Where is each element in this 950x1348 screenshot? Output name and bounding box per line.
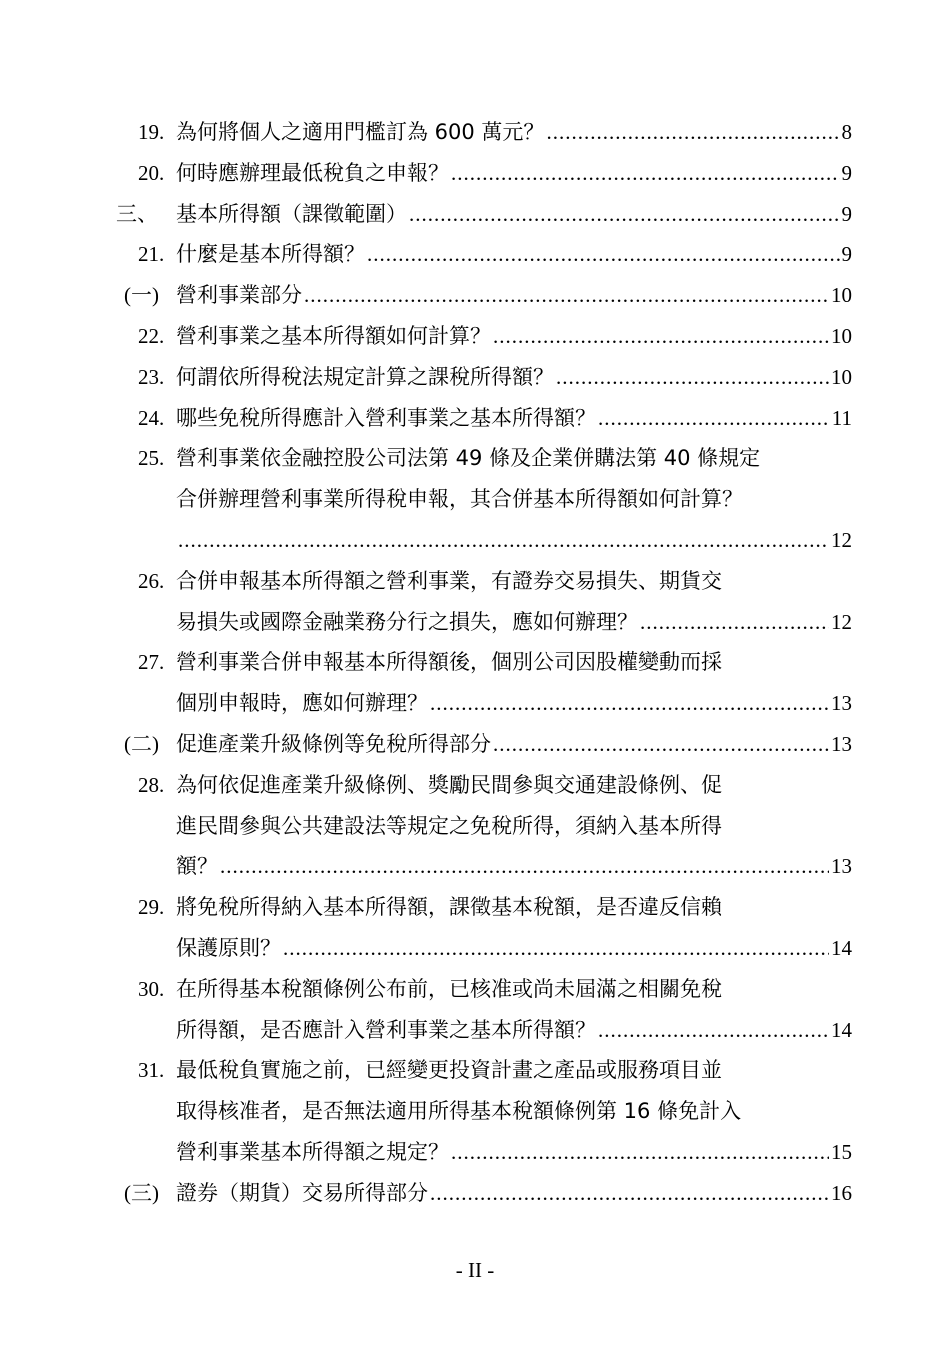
toc-page-number: 10 [831, 283, 852, 308]
toc-entry-number: 21. [138, 242, 165, 267]
toc-page-number: 16 [831, 1180, 852, 1205]
toc-page-number: 12 [831, 527, 852, 552]
dot-leader [430, 683, 829, 724]
toc-entry-number: 三、 [116, 201, 158, 226]
dot-leader [598, 398, 830, 439]
toc-page-number: 11 [831, 405, 852, 430]
toc-page-number: 13 [831, 732, 852, 756]
toc-entry-title: 營利事業依金融控股公司法第 49 條及企業併購法第 40 條規定 [176, 446, 761, 471]
toc-entry-title: 何謂依所得稅法規定計算之課稅所得額？ [176, 364, 554, 389]
toc-entry-title: 易損失或國際金融業務分行之損失，應如何辦理？ [176, 609, 638, 634]
toc-entry-title: 為何依促進產業升級條例、獎勵民間參與交通建設條例、促 [176, 772, 722, 797]
toc-page-number: 13 [831, 691, 852, 716]
toc-entry-title: 基本所得額（課徵範圍） [176, 201, 407, 226]
toc-entry-title: 取得核准者，是否無法適用所得基本稅額條例第 16 條免計入 [176, 1099, 742, 1124]
toc-entry-number: (三) [124, 1180, 159, 1205]
dot-leader [493, 724, 829, 765]
toc-entry-title: 何時應辦理最低稅負之申報？ [176, 160, 449, 185]
toc-entry-title: 進民間參與公共建設法等規定之免稅所得，須納入基本所得 [176, 813, 722, 838]
page-footer: - II - [455, 1258, 495, 1282]
toc-entry-number: 26. [138, 568, 165, 593]
dot-leader [493, 316, 829, 357]
dot-leader [220, 846, 829, 887]
toc-page-number: 10 [831, 364, 852, 389]
toc-entry-number: 28. [138, 772, 165, 797]
dot-leader [283, 928, 829, 969]
toc-entry-number: 22. [138, 324, 165, 348]
toc-entry-number: 19. [138, 120, 165, 144]
toc-entry-number: (二) [124, 732, 159, 756]
toc-entry-title: 營利事業基本所得額之規定？ [176, 1139, 449, 1164]
toc-entry-title: 個別申報時，應如何辦理？ [176, 691, 428, 716]
toc-page-number: 13 [831, 854, 852, 879]
toc-entry-title: 額？ [176, 854, 218, 879]
dot-leader [409, 194, 840, 235]
dot-leader [598, 1010, 829, 1051]
toc-entry-number: (一) [124, 283, 159, 308]
toc-page-number: 8 [841, 120, 852, 144]
toc-page-number: 10 [831, 324, 852, 348]
toc-entry-title: 保護原則？ [176, 935, 281, 960]
toc-entry-title: 證券（期貨）交易所得部分 [176, 1180, 428, 1205]
toc-entry-title: 促進產業升級條例等免稅所得部分 [176, 732, 491, 756]
toc-entry-number: 30. [138, 976, 165, 1001]
dot-leader [640, 602, 829, 643]
toc-entry-title: 為何將個人之適用門檻訂為 600 萬元？ [176, 120, 545, 144]
toc-entry-title: 營利事業部分 [176, 283, 302, 308]
toc-page-number: 9 [841, 160, 852, 185]
toc-page-number: 9 [841, 201, 852, 226]
toc-page-number: 15 [831, 1139, 852, 1164]
toc-entry-number: 31. [138, 1058, 165, 1083]
dot-leader [367, 234, 840, 275]
dot-leader [304, 275, 829, 316]
toc-page-number: 14 [831, 935, 852, 960]
toc-entry-title: 營利事業之基本所得額如何計算？ [176, 324, 491, 348]
toc-entry-title: 營利事業合併申報基本所得額後，個別公司因股權變動而採 [176, 650, 722, 675]
toc-entry-title: 哪些免稅所得應計入營利事業之基本所得額？ [176, 405, 596, 430]
dot-leader [556, 357, 829, 398]
dot-leader [430, 1173, 829, 1214]
toc-entry-number: 25. [138, 446, 165, 471]
toc-entry-title: 將免稅所得納入基本所得額，課徵基本稅額，是否違反信賴 [176, 895, 722, 920]
dot-leader [451, 153, 840, 194]
toc-entry-number: 27. [138, 650, 165, 675]
toc-entry-number: 23. [138, 364, 165, 389]
toc-entry-number: 20. [138, 160, 165, 185]
toc-entry-title: 最低稅負實施之前，已經變更投資計畫之產品或服務項目並 [176, 1058, 722, 1083]
dot-leader [178, 520, 829, 561]
toc-entry-number: 29. [138, 895, 165, 920]
toc-entry-number: 24. [138, 405, 165, 430]
toc-page-number: 12 [831, 609, 852, 634]
dot-leader [451, 1132, 829, 1173]
toc-page-number: 9 [841, 242, 852, 267]
dot-leader [546, 112, 839, 153]
toc-entry-title: 什麼是基本所得額？ [176, 242, 365, 267]
toc-entry-title: 在所得基本稅額條例公布前，已核准或尚未屆滿之相關免稅 [176, 976, 722, 1001]
toc-entry-title: 合併辦理營利事業所得稅申報，其合併基本所得額如何計算？ [176, 487, 743, 512]
toc-entry-title: 所得額，是否應計入營利事業之基本所得額？ [176, 1017, 596, 1042]
toc-entry-title: 合併申報基本所得額之營利事業，有證券交易損失、期貨交 [176, 568, 722, 593]
toc-page-number: 14 [831, 1017, 852, 1042]
